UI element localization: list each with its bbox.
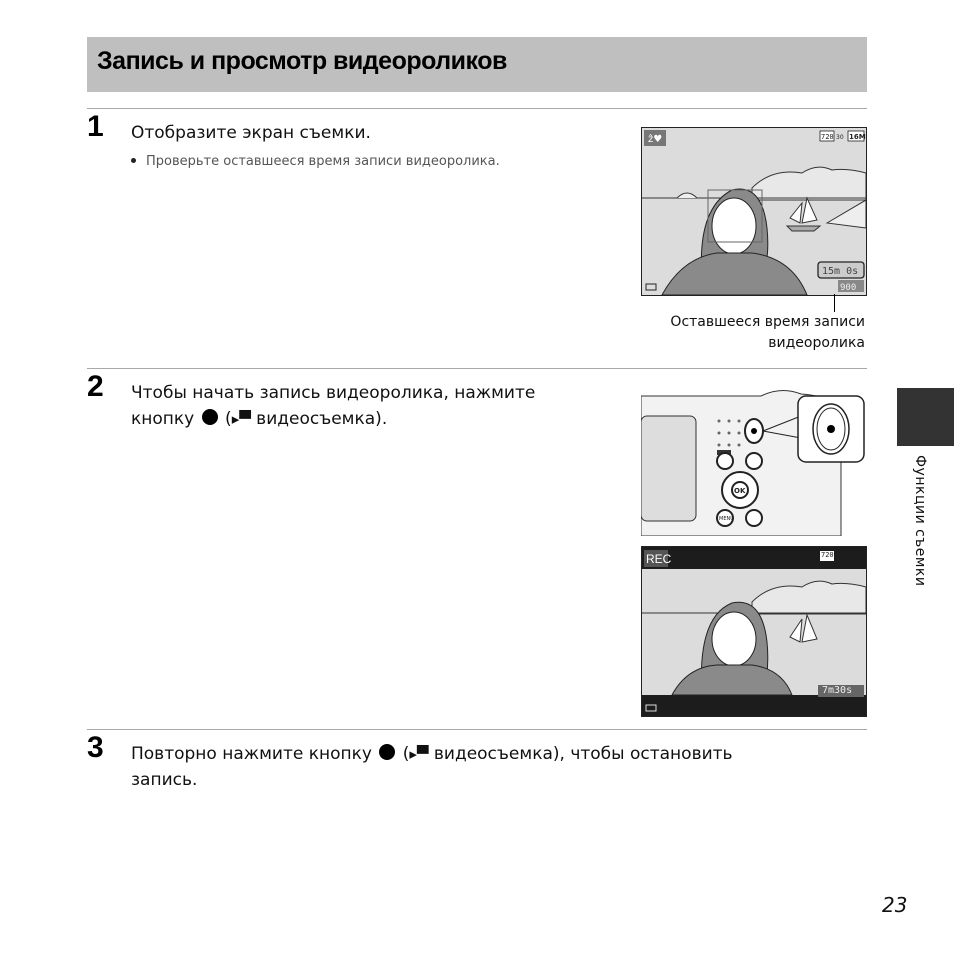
movie-camera-icon: ▸▀ (409, 745, 429, 763)
movie-record-button-icon (202, 409, 218, 425)
step-number-2: 2 (87, 370, 104, 403)
svg-text:15m 0s: 15m 0s (822, 266, 859, 277)
page-number: 23 (882, 893, 908, 917)
elapsed-time: 7m30s (822, 685, 853, 696)
svg-text:16M: 16M (849, 133, 866, 141)
step-2-text: Чтобы начать запись видеоролика, нажмите кнопку (▸▀ видеосъемка). (131, 383, 536, 429)
movie-record-button (751, 428, 757, 434)
bullet-icon (131, 158, 136, 163)
svg-text:MENU: MENU (719, 516, 734, 522)
camera-screen-recording (641, 546, 867, 717)
section-title-bar (87, 37, 867, 92)
step-1-text: Отобразите экран съемки. (131, 123, 371, 143)
movie-camera-icon: ▸▀ (231, 410, 251, 428)
step-number-3: 3 (87, 731, 104, 764)
resolution-indicator: 720 (821, 551, 834, 559)
divider (87, 368, 867, 369)
divider (87, 108, 867, 109)
camera-screen-shooting (641, 127, 867, 296)
svg-text:900: 900 (840, 283, 857, 293)
movie-record-button-icon (379, 744, 395, 760)
chapter-tab[interactable] (897, 388, 954, 446)
svg-text:OK: OK (734, 487, 746, 495)
step-number-1: 1 (87, 110, 104, 143)
step-3-text: Повторно нажмите кнопку (▸▀ видеосъемка), чтобы остановить запись. (131, 744, 733, 790)
callout-line (834, 294, 835, 312)
chapter-label: Функции съемки (912, 455, 928, 587)
camera-body-illustration (641, 386, 871, 536)
svg-text:720: 720 (821, 133, 834, 141)
scene-auto-icon: ẑ♥ (648, 134, 663, 145)
scene-illustration (642, 128, 866, 295)
page-title: Запись и просмотр видеороликов (97, 47, 507, 75)
step-1-bullet: Проверьте оставшееся время записи видеоролика. (131, 154, 500, 169)
rec-indicator: REC (646, 552, 672, 566)
remaining-time-caption: Оставшееся время записи видеоролика (670, 314, 865, 351)
svg-text:30: 30 (836, 134, 844, 141)
divider (87, 729, 867, 730)
